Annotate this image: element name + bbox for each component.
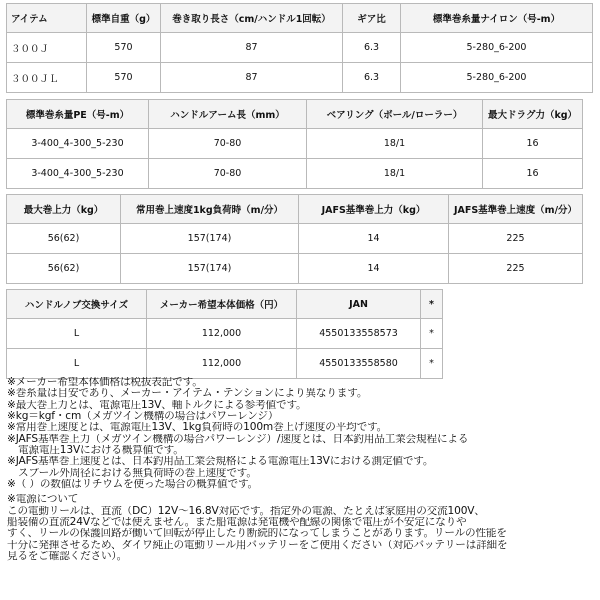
table-cell: 6.3 (343, 33, 401, 63)
power-note-line: 船装備の直流24Vなどでは使えません。また船電源は発電機や配線の関係で電圧が不安定になりや (7, 517, 467, 529)
header-cell: ベアリング（ボール/ローラー） (307, 100, 483, 129)
table-cell: 570 (87, 33, 161, 63)
table-cell: 14 (299, 254, 449, 284)
table-cell: 56(62) (7, 254, 121, 284)
table-cell: 5-280_6-200 (401, 33, 593, 63)
notes-section (7, 377, 597, 563)
table-row (7, 254, 583, 284)
table-cell: 18/1 (307, 159, 483, 189)
table-row (7, 319, 443, 349)
table-cell: 157(174) (121, 224, 299, 254)
table-cell: 6.3 (343, 63, 401, 93)
header-cell: 最大巻上力（kg） (7, 195, 121, 224)
table-row (7, 224, 583, 254)
table-cell: L (7, 319, 147, 349)
note-line: スプール外周径における無負荷時の巻上速度です。 (18, 467, 257, 479)
table-header-row (7, 195, 583, 224)
table-cell: 5-280_6-200 (401, 63, 593, 93)
table-cell: 157(174) (121, 254, 299, 284)
table-cell: 112,000 (147, 349, 297, 379)
power-note-line: 十分に発揮させるため、ダイワ純正の電動リール用バッテリーをご使用ください（対応バッテリーは詳細を (7, 539, 508, 551)
note-line: ※常用巻上速度とは、電源電圧13V、1kg負荷時の100m巻上げ速度の平均です。 (7, 422, 388, 434)
table-cell: ３００Ｊ (7, 33, 87, 63)
note-line: 電源電圧13Vにおける概算値です。 (18, 445, 184, 457)
table-cell: * (421, 319, 443, 349)
table-cell: L (7, 349, 147, 379)
note-line: ※巻糸量は目安であり、メーカー・アイテム・テンションにより異なります。 (7, 388, 368, 400)
table-cell: 3-400_4-300_5-230 (7, 129, 149, 159)
table-row (7, 159, 583, 189)
table-cell: 3-400_4-300_5-230 (7, 159, 149, 189)
note-line: ※JAFS基準巻上速度とは、日本釣用品工業会規格による電源電圧13Vにおける測定値です。 (7, 456, 434, 468)
table-cell: 87 (161, 33, 343, 63)
table-header-row (7, 100, 583, 129)
header-cell: 最大ドラグ力（kg） (483, 100, 583, 129)
note-line: ※（ ）の数値はリチウムを使った場合の概算値です。 (7, 479, 258, 491)
header-cell: ハンドルアーム長（mm） (149, 100, 307, 129)
table-row (7, 33, 593, 63)
table-cell: 70-80 (149, 129, 307, 159)
table-cell: 56(62) (7, 224, 121, 254)
spec-table-winding-power (6, 194, 583, 284)
power-note-line: すく、リールの保護回路が働いて回転が停止したり断続的になってしまうことがあります。リールの性能を (7, 528, 507, 540)
header-cell: 常用巻上速度1kg負荷時（m/分） (121, 195, 299, 224)
table-cell: 18/1 (307, 129, 483, 159)
note-line: ※最大巻上力とは、電源電圧13V、軸トルクによる参考値です。 (7, 399, 307, 411)
header-cell: JAFS基準巻上速度（m/分） (449, 195, 583, 224)
header-cell: JAN (297, 290, 421, 319)
header-cell: メーカー希望本体価格（円） (147, 290, 297, 319)
table-header-row (7, 290, 443, 319)
header-cell: 巻き取り長さ（cm/ハンドル1回転） (161, 4, 343, 33)
table-cell: 570 (87, 63, 161, 93)
note-line: ※メーカー希望本体価格は税抜表記です。 (7, 377, 203, 388)
spec-table-price-jan (6, 289, 443, 379)
table-row (7, 129, 583, 159)
header-cell: JAFS基準巻上力（kg） (299, 195, 449, 224)
table-cell: 4550133558573 (297, 319, 421, 349)
note-line: ※JAFS基準巻上力（メガツイン機構の場合パワーレンジ）/速度とは、日本釣用品工業会規程による (7, 433, 469, 445)
power-note-line: この電動リールは、直流（DC）12V〜16.8V対応です。指定外の電源、たとえば家庭用の交流100V、 (7, 505, 485, 517)
spec-table-line-handle (6, 99, 583, 189)
header-cell: * (421, 290, 443, 319)
power-note-line: 見るをご確認ください）。 (7, 551, 128, 563)
table-cell: 112,000 (147, 319, 297, 349)
table-cell: 14 (299, 224, 449, 254)
table-cell: 225 (449, 254, 583, 284)
header-cell: アイテム (7, 4, 87, 33)
table-header-row (7, 4, 593, 33)
table-cell: 16 (483, 159, 583, 189)
table-row (7, 349, 443, 379)
header-cell: 標準巻糸量ナイロン（号-m） (401, 4, 593, 33)
spec-table-basic (6, 3, 593, 93)
header-cell: ハンドルノブ交換サイズ (7, 290, 147, 319)
header-cell: 標準巻糸量PE（号-m） (7, 100, 149, 129)
table-cell: 225 (449, 224, 583, 254)
note-line: ※kg＝kgf・cm（メガツイン機構の場合はパワーレンジ） (7, 411, 279, 423)
table-cell: 4550133558580 (297, 349, 421, 379)
header-cell: 標準自重（g） (87, 4, 161, 33)
table-cell: 87 (161, 63, 343, 93)
header-cell: ギア比 (343, 4, 401, 33)
power-note-title: ※電源について (7, 494, 79, 506)
table-cell: ３００ＪＬ (7, 63, 87, 93)
table-row (7, 63, 593, 93)
table-cell: 16 (483, 129, 583, 159)
table-cell: * (421, 349, 443, 379)
table-cell: 70-80 (149, 159, 307, 189)
